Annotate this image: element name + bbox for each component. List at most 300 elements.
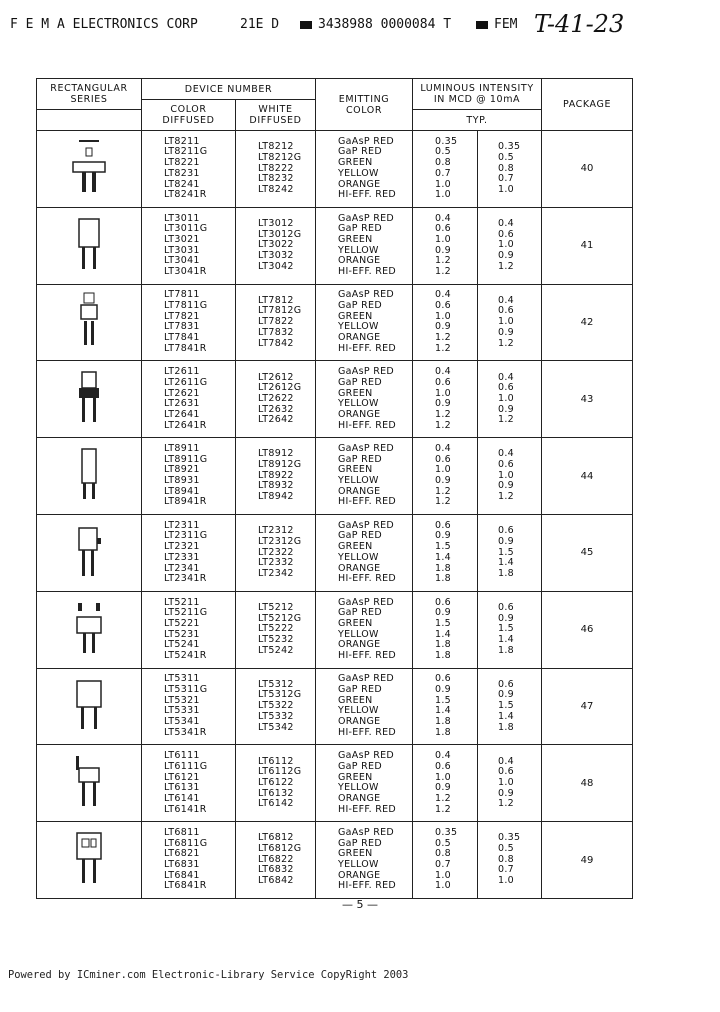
header-code-1: 21E D (240, 17, 280, 32)
package-drawing-cell (37, 822, 142, 899)
luminous-typ-col1-entry: 1.8 (435, 639, 452, 651)
emitting-color-list (316, 745, 413, 822)
color-diffused-list-entry: LT7841 (164, 332, 200, 344)
luminous-typ-col2-entry: 0.6 (498, 382, 515, 394)
emitting-color-list-entry: GaP RED (338, 530, 382, 542)
emitting-color-list-entry: ORANGE (338, 716, 381, 728)
luminous-typ-col2 (478, 284, 542, 361)
luminous-typ-col2-entry: 1.5 (498, 623, 515, 635)
emitting-color-list (316, 514, 413, 591)
color-diffused-list-entry: LT6131 (164, 782, 200, 794)
luminous-typ-col2-entry: 0.4 (498, 217, 515, 229)
color-diffused-list-entry: LT5211 (164, 596, 200, 608)
emitting-color-list-entry: ORANGE (338, 178, 381, 190)
luminous-typ-col2-entry: 0.7 (498, 864, 515, 876)
color-diffused-list-entry: LT7821 (164, 310, 200, 322)
white-diffused-header: WHITE DIFFUSED (236, 100, 316, 131)
white-diffused-list-entry: LT5342 (258, 721, 294, 733)
emitting-color-list-entry: GaP RED (338, 607, 382, 619)
luminous-typ-col1-entry: 1.0 (435, 869, 452, 881)
luminous-typ-col1 (413, 591, 478, 668)
luminous-typ-col2-entry: 0.9 (498, 403, 515, 415)
luminous-typ-col1-entry: 1.2 (435, 496, 452, 508)
emitting-color-list-entry: YELLOW (338, 705, 379, 717)
emitting-color-list-entry: HI-EFF. RED (338, 726, 397, 738)
luminous-typ-col2-entry: 1.8 (498, 644, 515, 656)
color-diffused-list-entry: LT2341 (164, 562, 200, 574)
led-icon-rect-wide (69, 718, 109, 737)
white-diffused-list (236, 745, 316, 822)
luminous-typ-col1 (413, 361, 478, 438)
luminous-typ-col1-entry: 1.2 (435, 792, 452, 804)
emitting-color-list-entry: YELLOW (338, 398, 379, 410)
white-diffused-list-entry: LT7842 (258, 337, 294, 349)
luminous-typ-col2-entry: 0.8 (498, 162, 515, 174)
led-icon-split-top (69, 642, 109, 661)
luminous-typ-col1 (413, 745, 478, 822)
emitting-color-list-entry: GaAsP RED (338, 596, 395, 608)
color-diffused-list-entry: LT6111G (164, 760, 208, 772)
luminous-typ-col1-entry: 1.2 (435, 266, 452, 278)
color-diffused-list-entry: LT5221 (164, 617, 200, 629)
color-diffused-list-entry: LT3041R (164, 266, 207, 278)
luminous-typ-col1-entry: 1.2 (435, 485, 452, 497)
package-drawing-cell (37, 284, 142, 361)
luminous-typ-col1-entry: 0.9 (435, 321, 452, 333)
color-diffused-list-entry: LT3011G (164, 223, 208, 235)
luminous-typ-col1-entry: 1.2 (435, 408, 452, 420)
package-number: 48 (542, 745, 633, 822)
luminous-typ-col2-entry: 0.9 (498, 612, 515, 624)
emitting-color-list-entry: HI-EFF. RED (338, 803, 397, 815)
company-name: F E M A ELECTRONICS CORP (10, 17, 198, 32)
color-diffused-list-entry: LT6121 (164, 771, 200, 783)
luminous-typ-col1-entry: 1.0 (435, 387, 452, 399)
emitting-color-list-entry: GaP RED (338, 223, 382, 235)
package-number: 42 (542, 284, 633, 361)
color-diffused-list (142, 284, 236, 361)
emitting-color-list-entry: ORANGE (338, 485, 381, 497)
white-diffused-list-entry: LT6832 (258, 864, 294, 876)
package-drawing-cell (37, 207, 142, 284)
white-diffused-list-entry: LT6842 (258, 875, 294, 887)
emitting-color-list-entry: ORANGE (338, 255, 381, 267)
luminous-typ-col2 (478, 207, 542, 284)
emitting-color-list-entry: GaP RED (338, 300, 382, 312)
color-diffused-list-entry: LT2641R (164, 419, 207, 431)
color-diffused-list-entry: LT2611G (164, 376, 208, 388)
package-header: PACKAGE (542, 79, 633, 131)
color-diffused-list-entry: LT8241 (164, 178, 200, 190)
led-icon-flange (69, 411, 109, 430)
luminous-typ-col1-entry: 1.4 (435, 705, 452, 717)
device-number-header: DEVICE NUMBER (142, 79, 316, 100)
series-header-cont (37, 110, 142, 131)
luminous-typ-col2-entry: 0.9 (498, 250, 515, 262)
package-number: 41 (542, 207, 633, 284)
color-diffused-list (142, 438, 236, 515)
luminous-typ-col1-entry: 0.6 (435, 596, 452, 608)
luminous-typ-col2-entry: 0.6 (498, 305, 515, 317)
emitting-color-list-entry: YELLOW (338, 628, 379, 640)
luminous-typ-col1-entry: 0.6 (435, 519, 452, 531)
table-row (37, 131, 633, 208)
package-drawing-cell (37, 745, 142, 822)
luminous-typ-col1-entry: 0.9 (435, 530, 452, 542)
luminous-typ-col2-entry: 1.4 (498, 557, 515, 569)
white-diffused-list-entry: LT5222 (258, 623, 294, 635)
white-diffused-list-entry: LT6112G (258, 766, 302, 778)
luminous-typ-col1-entry: 1.5 (435, 541, 452, 553)
emitting-color-list-entry: GaAsP RED (338, 750, 395, 762)
white-diffused-list-entry: LT7832 (258, 326, 294, 338)
luminous-typ-col2-entry: 1.0 (498, 469, 515, 481)
white-diffused-list-entry: LT2632 (258, 403, 294, 415)
package-number: 40 (542, 131, 633, 208)
white-diffused-list-entry: LT7812 (258, 294, 294, 306)
luminous-typ-col2-entry: 1.0 (498, 183, 515, 195)
color-diffused-list (142, 822, 236, 899)
color-diffused-list-entry: LT3021 (164, 233, 200, 245)
luminous-typ-col1-entry: 1.0 (435, 233, 452, 245)
luminous-typ-col1-entry: 0.6 (435, 760, 452, 772)
luminous-typ-col1 (413, 668, 478, 745)
page-header (8, 12, 712, 44)
emitting-color-list-entry: ORANGE (338, 792, 381, 804)
emitting-color-list-entry: GREEN (338, 848, 373, 860)
emitting-color-list (316, 438, 413, 515)
white-diffused-list (236, 131, 316, 208)
white-diffused-list-entry: LT2332 (258, 557, 294, 569)
emitting-color-list-entry: GREEN (338, 157, 373, 169)
emitting-color-list-entry: YELLOW (338, 859, 379, 871)
luminous-typ-col2-entry: 0.6 (498, 228, 515, 240)
emitting-color-list (316, 822, 413, 899)
package-number: 44 (542, 438, 633, 515)
color-diffused-list (142, 514, 236, 591)
color-diffused-list-entry: LT6141R (164, 803, 207, 815)
luminous-typ-col1 (413, 822, 478, 899)
white-diffused-list-entry: LT2622 (258, 392, 294, 404)
package-drawing-cell (37, 591, 142, 668)
emitting-color-list-entry: GREEN (338, 541, 373, 553)
luminous-typ-col1-entry: 1.0 (435, 189, 452, 201)
emitting-color-list-entry: YELLOW (338, 244, 379, 256)
led-icon-narrow (69, 334, 109, 353)
luminous-typ-col2 (478, 438, 542, 515)
white-diffused-list-entry: LT5312 (258, 678, 294, 690)
emitting-color-list-entry: GaP RED (338, 146, 382, 158)
emitting-color-list-entry: HI-EFF. RED (338, 650, 397, 662)
emitting-color-list-entry: GaP RED (338, 760, 382, 772)
emitting-color-list-entry: YELLOW (338, 782, 379, 794)
luminous-typ-col2-entry: 0.6 (498, 601, 515, 613)
emitting-color-list-entry: ORANGE (338, 408, 381, 420)
luminous-typ-col1-entry: 0.9 (435, 607, 452, 619)
white-diffused-list-entry: LT5332 (258, 710, 294, 722)
emitting-color-list-entry: ORANGE (338, 332, 381, 344)
white-diffused-list-entry: LT2322 (258, 546, 294, 558)
luminous-typ-col1-entry: 1.2 (435, 419, 452, 431)
white-diffused-list (236, 361, 316, 438)
emitting-color-list-entry: GaAsP RED (338, 519, 395, 531)
emitting-color-list-entry: GREEN (338, 771, 373, 783)
emitting-color-list-entry: ORANGE (338, 562, 381, 574)
white-diffused-list (236, 207, 316, 284)
color-diffused-list-entry: LT3031 (164, 244, 200, 256)
luminous-typ-col2-entry: 0.4 (498, 448, 515, 460)
luminous-typ-col2-entry: 1.2 (498, 798, 515, 810)
luminous-typ-col2-entry: 0.8 (498, 853, 515, 865)
emitting-color-list-entry: GaAsP RED (338, 289, 395, 301)
emitting-color-list-entry: GREEN (338, 464, 373, 476)
luminous-typ-col2-entry: 0.6 (498, 766, 515, 778)
color-diffused-list-entry: LT6831 (164, 859, 200, 871)
white-diffused-list-entry: LT2642 (258, 414, 294, 426)
table-row (37, 514, 633, 591)
luminous-typ-col2 (478, 822, 542, 899)
luminous-intensity-header: LUMINOUS INTENSITY IN MCD @ 10mA (413, 79, 542, 110)
luminous-typ-col2-entry: 1.0 (498, 316, 515, 328)
luminous-typ-col2-entry: 1.2 (498, 260, 515, 272)
luminous-typ-col1-entry: 0.6 (435, 673, 452, 685)
emitting-color-list-entry: ORANGE (338, 639, 381, 651)
luminous-typ-col2-entry: 1.2 (498, 491, 515, 503)
black-block-mark (476, 21, 488, 29)
color-diffused-list-entry: LT2621 (164, 387, 200, 399)
white-diffused-list (236, 284, 316, 361)
luminous-typ-col1-entry: 0.9 (435, 684, 452, 696)
luminous-typ-col1-entry: 1.8 (435, 562, 452, 574)
emitting-color-header: EMITTING COLOR (316, 79, 413, 131)
luminous-typ-col2-entry: 0.9 (498, 787, 515, 799)
luminous-typ-col2-entry: 1.4 (498, 634, 515, 646)
emitting-color-list-entry: HI-EFF. RED (338, 266, 397, 278)
header-code-3: FEM (476, 17, 517, 32)
luminous-typ-col2 (478, 131, 542, 208)
luminous-typ-col1-entry: 0.6 (435, 376, 452, 388)
white-diffused-list-entry: LT3012 (258, 217, 294, 229)
white-diffused-list-entry: LT2312G (258, 535, 302, 547)
luminous-typ-col1-entry: 1.4 (435, 551, 452, 563)
white-diffused-list (236, 668, 316, 745)
white-diffused-list-entry: LT5212G (258, 612, 302, 624)
emitting-color-list-entry: GREEN (338, 310, 373, 322)
emitting-color-list (316, 668, 413, 745)
emitting-color-list-entry: YELLOW (338, 167, 379, 179)
color-diffused-list-entry: LT8221 (164, 157, 200, 169)
typ-header: TYP. (413, 110, 542, 131)
color-diffused-list-entry: LT7841R (164, 342, 207, 354)
table-row (37, 438, 633, 515)
luminous-typ-col1-entry: 1.5 (435, 617, 452, 629)
luminous-typ-col1 (413, 131, 478, 208)
page-number: — 5 — (342, 898, 378, 911)
table-row (37, 822, 633, 899)
luminous-typ-col1-entry: 0.4 (435, 212, 452, 224)
led-spec-table (36, 78, 633, 899)
color-diffused-list-entry: LT5321 (164, 694, 200, 706)
emitting-color-list-entry: GaAsP RED (338, 826, 395, 838)
luminous-typ-col2-entry: 1.4 (498, 710, 515, 722)
luminous-typ-col2-entry: 1.0 (498, 239, 515, 251)
luminous-typ-col2-entry: 0.5 (498, 151, 515, 163)
color-diffused-list-entry: LT5231 (164, 628, 200, 640)
handwritten-number: T-41-23 (534, 10, 625, 38)
color-diffused-list-entry: LT6811 (164, 826, 200, 838)
luminous-typ-col2-entry: 1.5 (498, 700, 515, 712)
white-diffused-list-entry: LT2342 (258, 567, 294, 579)
table-row (37, 207, 633, 284)
luminous-typ-col2-entry: 0.35 (498, 141, 521, 153)
luminous-typ-col2-entry: 1.0 (498, 776, 515, 788)
white-diffused-list-entry: LT6812G (258, 843, 302, 855)
color-diffused-list-entry: LT8211 (164, 135, 200, 147)
luminous-typ-col1-entry: 0.35 (435, 826, 458, 838)
luminous-typ-col1-entry: 1.0 (435, 178, 452, 190)
luminous-typ-col2-entry: 1.5 (498, 546, 515, 558)
luminous-typ-col2-entry: 0.7 (498, 173, 515, 185)
credit-line: Powered by ICminer.com Electronic-Library Service CopyRight 2003 (8, 969, 409, 981)
luminous-typ-col2-entry: 0.4 (498, 755, 515, 767)
luminous-typ-col1-entry: 0.6 (435, 453, 452, 465)
color-diffused-list-entry: LT8211G (164, 146, 208, 158)
luminous-typ-col1-entry: 1.8 (435, 716, 452, 728)
luminous-typ-col2-entry: 0.35 (498, 832, 521, 844)
emitting-color-list-entry: GaP RED (338, 453, 382, 465)
white-diffused-list-entry: LT6112 (258, 755, 294, 767)
color-diffused-list-entry: LT8241R (164, 189, 207, 201)
led-icon-rect-tall (69, 258, 109, 277)
emitting-color-list-entry: HI-EFF. RED (338, 496, 397, 508)
luminous-typ-col2-entry: 0.5 (498, 843, 515, 855)
color-diffused-list (142, 207, 236, 284)
color-diffused-list-entry: LT5341 (164, 716, 200, 728)
luminous-typ-col2-entry: 0.4 (498, 371, 515, 383)
white-diffused-list-entry: LT6142 (258, 798, 294, 810)
emitting-color-list-entry: HI-EFF. RED (338, 880, 397, 892)
package-drawing-cell (37, 131, 142, 208)
luminous-typ-col2-entry: 0.9 (498, 480, 515, 492)
white-diffused-list-entry: LT5232 (258, 634, 294, 646)
table-row (37, 591, 633, 668)
emitting-color-list-entry: YELLOW (338, 475, 379, 487)
white-diffused-list-entry: LT8942 (258, 491, 294, 503)
luminous-typ-col2-entry: 1.8 (498, 721, 515, 733)
series-header: RECTANGULAR SERIES (37, 79, 142, 110)
luminous-typ-col2 (478, 668, 542, 745)
luminous-typ-col1-entry: 1.0 (435, 771, 452, 783)
color-diffused-list-entry: LT8941 (164, 485, 200, 497)
color-diffused-list-entry: LT8231 (164, 167, 200, 179)
table-row (37, 668, 633, 745)
luminous-typ-col1-entry: 1.2 (435, 803, 452, 815)
luminous-typ-col2-entry: 1.0 (498, 875, 515, 887)
luminous-typ-col2-entry: 0.9 (498, 535, 515, 547)
luminous-typ-col2-entry: 0.6 (498, 678, 515, 690)
emitting-color-list (316, 284, 413, 361)
luminous-typ-col1 (413, 284, 478, 361)
luminous-typ-col1 (413, 207, 478, 284)
color-diffused-list-entry: LT5331 (164, 705, 200, 717)
luminous-typ-col2 (478, 514, 542, 591)
color-diffused-list-entry: LT3011 (164, 212, 200, 224)
luminous-typ-col1-entry: 0.5 (435, 146, 452, 158)
luminous-typ-col1-entry: 1.0 (435, 464, 452, 476)
color-diffused-list-entry: LT5311 (164, 673, 200, 685)
white-diffused-list-entry: LT8212 (258, 141, 294, 153)
color-diffused-list-entry: LT8931 (164, 475, 200, 487)
emitting-color-list-entry: GREEN (338, 694, 373, 706)
package-number: 46 (542, 591, 633, 668)
luminous-typ-col2-entry: 1.8 (498, 567, 515, 579)
emitting-color-list (316, 207, 413, 284)
emitting-color-list-entry: GaP RED (338, 376, 382, 388)
color-diffused-list-entry: LT2631 (164, 398, 200, 410)
white-diffused-list (236, 822, 316, 899)
emitting-color-list (316, 131, 413, 208)
emitting-color-list-entry: GaAsP RED (338, 442, 395, 454)
luminous-typ-col1-entry: 1.8 (435, 573, 452, 585)
emitting-color-list-entry: HI-EFF. RED (338, 189, 397, 201)
color-diffused-list-entry: LT7811 (164, 289, 200, 301)
emitting-color-list-entry: GaAsP RED (338, 673, 395, 685)
luminous-typ-col1-entry: 1.2 (435, 255, 452, 267)
white-diffused-list-entry: LT2612 (258, 371, 294, 383)
color-diffused-list-entry: LT7831 (164, 321, 200, 333)
led-icon-t-top (69, 181, 109, 200)
white-diffused-list-entry: LT8242 (258, 183, 294, 195)
luminous-typ-col1-entry: 1.4 (435, 628, 452, 640)
luminous-typ-col1-entry: 0.4 (435, 442, 452, 454)
white-diffused-list-entry: LT3032 (258, 250, 294, 262)
color-diffused-list-entry: LT5341R (164, 726, 207, 738)
white-diffused-list-entry: LT2612G (258, 382, 302, 394)
luminous-typ-col1-entry: 0.9 (435, 244, 452, 256)
luminous-typ-col1-entry: 0.5 (435, 837, 452, 849)
color-diffused-list-entry: LT6141 (164, 792, 200, 804)
color-diffused-list (142, 745, 236, 822)
package-number: 43 (542, 361, 633, 438)
white-diffused-list-entry: LT8922 (258, 469, 294, 481)
luminous-typ-col2-entry: 1.2 (498, 414, 515, 426)
led-icon-tall-narrow (69, 488, 109, 507)
color-diffused-list-entry: LT8921 (164, 464, 200, 476)
led-icon-side-tab (69, 795, 109, 814)
color-diffused-list (142, 668, 236, 745)
color-diffused-list-entry: LT2641 (164, 408, 200, 420)
emitting-color-list-entry: HI-EFF. RED (338, 573, 397, 585)
header-code-2: 3438988 0000084 T (300, 17, 451, 32)
luminous-typ-col1-entry: 1.0 (435, 310, 452, 322)
white-diffused-list (236, 438, 316, 515)
luminous-typ-col1-entry: 0.4 (435, 289, 452, 301)
luminous-typ-col1-entry: 0.9 (435, 475, 452, 487)
luminous-typ-col1-entry: 0.9 (435, 782, 452, 794)
package-number: 45 (542, 514, 633, 591)
white-diffused-list-entry: LT3022 (258, 239, 294, 251)
white-diffused-list-entry: LT7822 (258, 316, 294, 328)
luminous-typ-col1-entry: 0.6 (435, 223, 452, 235)
white-diffused-list-entry: LT6132 (258, 787, 294, 799)
color-diffused-header: COLOR DIFFUSED (142, 100, 236, 131)
color-diffused-list-entry: LT2331 (164, 551, 200, 563)
white-diffused-list (236, 591, 316, 668)
color-diffused-list-entry: LT6841R (164, 880, 207, 892)
emitting-color-list-entry: GREEN (338, 617, 373, 629)
color-diffused-list-entry: LT2341R (164, 573, 207, 585)
white-diffused-list-entry: LT3012G (258, 228, 302, 240)
